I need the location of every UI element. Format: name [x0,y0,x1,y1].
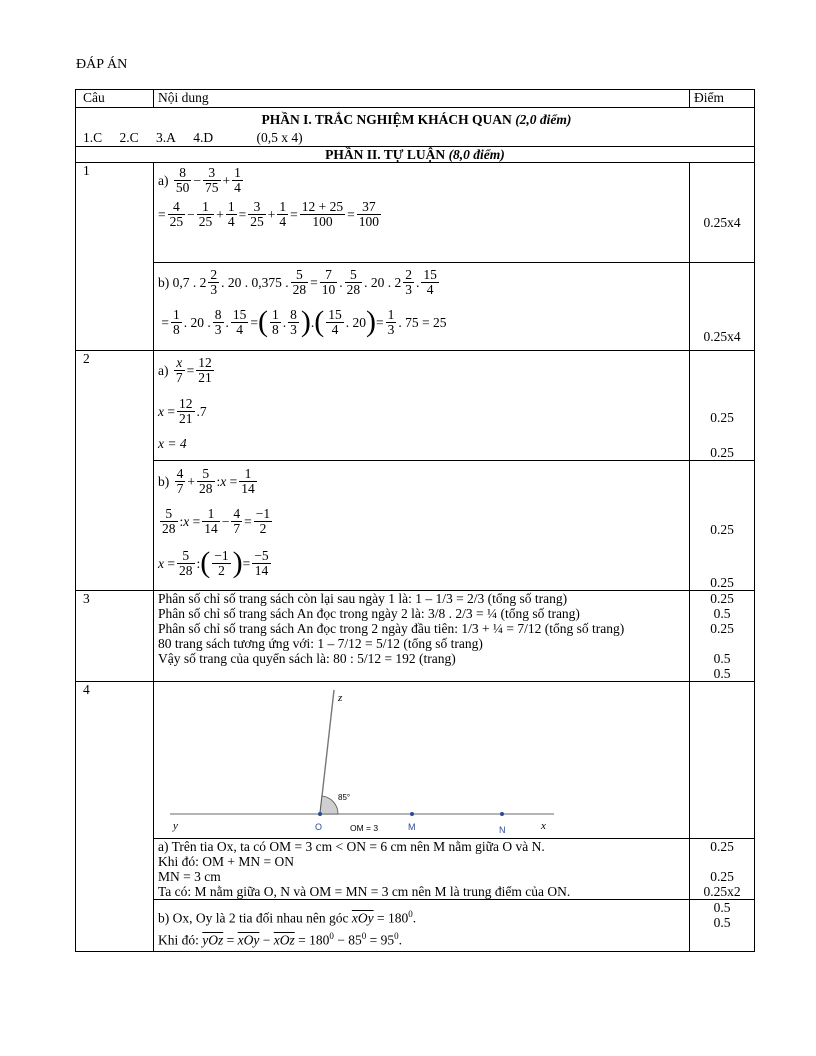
table-header-row [76,90,755,108]
q4a-score-1: 0.25 [710,839,734,854]
header-noi-dung: Nội dung [154,90,690,108]
part1-row [76,108,755,147]
q2-number: 2 [76,351,154,591]
q4b-line-1: b) Ox, Oy là 2 tia đối nhau nên góc $\overline{xOy} = 180^0$. [158,909,417,926]
q3-score-1: 0.25 [710,591,734,606]
label-x: x [541,820,546,832]
q2a-row [76,351,755,461]
q1b-score: 0.25x4 [690,263,755,351]
mcq-answer-2: 2.C [119,130,139,145]
q4a-line-1: a) Trên tia Ox, ta có OM = 3 cm < ON = 6 cm nên M nằm giữa O và N. [158,839,545,854]
q3-content [154,591,690,682]
q3-line-2: Phân số chỉ số trang sách An đọc trong ngày 2 là: 3/8 . 2/3 = ¼ (tổng số trang) [158,606,580,621]
q2b-content: b) $\frac{4}{7}$ + $\frac{5}{28}$ : x = $\frac{1}{14}$ $\frac{5}{28}$ : x = $\frac{1}{14}$ − $\frac{4}{7}$ = $\frac{-1}{2}$ x = $\frac{5}{28}$ : ( $\frac{-1}{2}$ ) = $\frac{-5}{14}$ [154,461,690,591]
q2b-score-2: 0.25 [710,575,734,590]
q2a-score-1: 0.25 [710,410,734,425]
q1a-content: a) $\frac{8}{50}$ − $\frac{3}{75}$ + $\frac{1}{4}$ = $\frac{4}{25}$ − $\frac{1}{25}$ + $\frac{1}{4}$ = $\frac{3}{25}$ + $\frac{1}{4}$ = $\frac{12 + 25}{100}$ = $\frac{37}{100}$ [154,163,690,263]
q4a-row [76,839,755,900]
q3-score-4: 0.5 [713,651,731,666]
q3-line-4: 80 trang sách tương ứng với: 1 – 7/12 = 5/12 (tổng số trang) [158,636,483,651]
q4a-line-2: Khi đó: OM + MN = ON [158,854,294,869]
part2-row [76,147,755,163]
label-n: N [499,825,506,835]
q4a-score-3: 0.25x2 [703,884,741,899]
q4b-row [76,900,755,952]
part1-answers [83,130,750,146]
q2b-row [76,461,755,591]
q4-figure-cell [154,682,690,839]
q3-line-1: Phân số chỉ số trang sách còn lại sau ngày 1 là: 1 – 1/3 = 2/3 (tổng số trang) [158,591,568,606]
q1a-row [76,163,755,263]
label-o: O [315,822,323,832]
q2a-content: a) $\frac{x}{7}$ = $\frac{12}{21}$ x = $\frac{12}{21}$ .7 x = 4 [154,351,690,461]
q3-score-2: 0.5 [713,606,731,621]
q3-line-5: Vậy số trang của quyển sách là: 80 : 5/12 = 192 (trang) [158,651,456,666]
q4a-line-3: MN = 3 cm [158,869,221,884]
label-m: M [408,822,416,832]
geometry-figure [154,682,690,838]
q4a-score-2: 0.25 [710,869,734,884]
part2-title: PHẦN II. TỰ LUẬN (8,0 điểm) [76,147,755,163]
mcq-answer-1: 1.C [83,130,103,145]
ray-oz [320,690,334,814]
q4a-content [154,839,690,900]
mcq-answer-3: 3.A [156,130,176,145]
mcq-scoring: (0,5 x 4) [256,130,303,145]
q4b-content [154,900,690,952]
label-y: y [173,820,178,832]
q3-score-3: 0.25 [710,621,734,636]
label-angle: 85° [338,793,351,802]
q1a-score: 0.25x4 [690,163,755,263]
q1b-content: b) 0,7 . 2 $\frac{2}{3}$ . 20 . 0,375 . $\frac{5}{28}$ = $\frac{7}{10}$ . $\frac{5}{28}$ . 20 . 2 $\frac{2}{3}$ . $\frac{15}{4}$ = $\frac{1}{8}$ . 20 . $\frac{8}{3}$ . $\frac{15}{4}$ = ( $\frac{1}{8}$ . $\frac{8}{3}$ ) . ( $\frac{15}{4}$ . 20 ) = $\frac{1}{3}$ . 75 = 25 [154,263,690,351]
q4-number: 4 [76,682,154,952]
q1-number: 1 [76,163,154,351]
q4b-line-2: Khi đó: $\overline{yOz} = \overline{xOy} - \overline{xOz} = 180^0 - 85^0 = 95^0$. [158,931,402,948]
q1b-row [76,263,755,351]
q4b-score-2: 0.5 [713,915,731,930]
q3-line-3: Phân số chỉ số trang sách An đọc trong 2 ngày đầu tiên: 1/3 + ¼ = 7/12 (tổng số trang) [158,621,625,636]
q4-figure-row [76,682,755,839]
q4b-score-1: 0.5 [713,900,731,915]
q3-row [76,591,755,682]
mcq-answer-4: 4.D [193,130,214,145]
header-diem: Điểm [690,90,755,108]
label-z: z [338,692,343,704]
header-cau: Câu [76,90,154,108]
q3-number: 3 [76,591,154,682]
label-om: OM = 3 [350,823,379,833]
q2a-score-2: 0.25 [710,445,734,460]
q4a-line-4: Ta có: M nằm giữa O, N và OM = MN = 3 cm nên M là trung điểm của ON. [158,884,571,899]
answer-table [75,89,755,952]
angle-marker [320,796,338,814]
point-m [410,812,414,816]
document-title: ĐÁP ÁN [76,57,128,72]
q2b-score-1: 0.25 [710,522,734,537]
point-n [500,812,504,816]
q3-score-5: 0.5 [713,666,731,681]
point-o [318,812,322,816]
part1-title: PHẦN I. TRẮC NGHIỆM KHÁCH QUAN (2,0 điểm) [261,112,572,127]
